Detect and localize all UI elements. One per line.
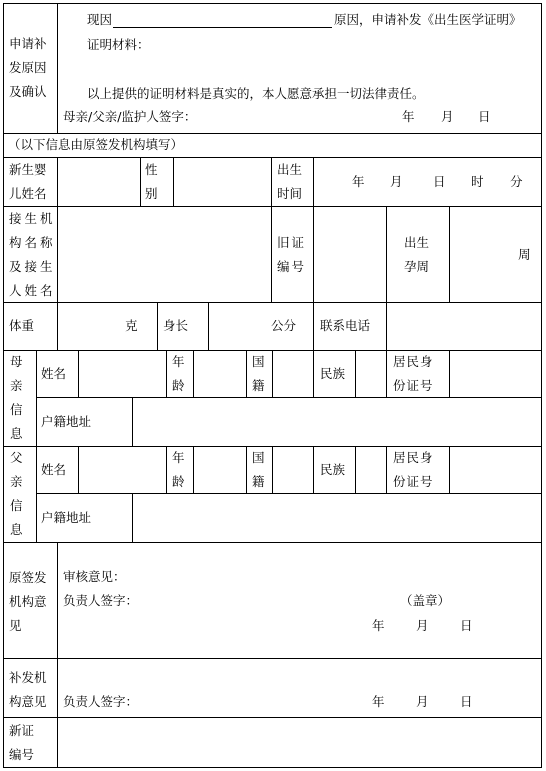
border-left	[3, 3, 4, 768]
mother-ethnicity-label: 民族	[320, 366, 346, 381]
col-divider	[386, 206, 387, 302]
declaration-text: 以上提供的证明材料是真实的，本人愿意承担一切法律责任。	[87, 86, 425, 101]
col-divider	[271, 157, 272, 206]
reason-prefix: 现因	[87, 12, 113, 27]
gender-label: 性别	[145, 162, 158, 201]
mother-name-label: 姓名	[41, 366, 67, 381]
birth-hour-unit: 时	[471, 174, 484, 189]
col-divider	[173, 157, 174, 206]
date-year: 年	[402, 109, 415, 124]
col-divider	[140, 157, 141, 206]
gestation-label: 出生孕周	[404, 235, 430, 274]
birth-year-unit: 年	[352, 174, 365, 189]
row-divider	[3, 542, 542, 543]
col-divider	[132, 397, 133, 446]
info-note: （以下信息由原签发机构填写）	[8, 137, 184, 152]
height-label: 身长	[163, 318, 189, 333]
col-divider	[449, 446, 450, 493]
review-opinion-label: 审核意见：	[63, 569, 126, 584]
seal-label: （盖章）	[400, 593, 451, 608]
col-divider	[272, 350, 273, 397]
col-divider	[57, 542, 58, 768]
guardian-signature-label: 母亲/父亲/监护人签字：	[63, 109, 197, 124]
reissue-signer-label: 负责人签字：	[63, 694, 139, 709]
col-divider	[36, 350, 37, 542]
col-divider	[57, 3, 58, 133]
original-org-label: 原签发机构意见	[9, 570, 47, 633]
date-month: 月	[441, 109, 454, 124]
reason-suffix: 原因，申请补发《出生医学证明》	[334, 12, 522, 27]
father-age-label: 年龄	[172, 450, 185, 489]
original-date-month: 月	[416, 618, 429, 633]
col-divider	[208, 302, 209, 350]
border-right	[541, 3, 542, 768]
col-divider	[166, 350, 167, 397]
mother-household-label: 户籍地址	[41, 414, 92, 429]
original-signer-label: 负责人签字：	[63, 593, 139, 608]
col-divider	[193, 350, 194, 397]
col-divider	[246, 446, 247, 493]
height-unit: 公分	[271, 318, 297, 333]
col-divider	[78, 350, 79, 397]
original-date-year: 年	[372, 618, 385, 633]
weight-unit: 克	[125, 318, 138, 333]
phone-label: 联系电话	[320, 318, 371, 333]
col-divider	[246, 350, 247, 397]
row-divider	[3, 658, 542, 659]
reissue-date-year: 年	[372, 694, 385, 709]
border-top	[3, 3, 542, 4]
row-divider	[3, 302, 542, 303]
materials-label: 证明材料：	[87, 37, 150, 52]
birth-time-label: 出生时间	[277, 162, 303, 201]
father-name-label: 姓名	[41, 462, 67, 477]
birth-minute-unit: 分	[510, 174, 523, 189]
col-divider	[157, 302, 158, 350]
request-section-label: 申请补发原因及确认	[9, 36, 47, 99]
col-divider	[57, 157, 58, 206]
row-divider	[36, 397, 542, 398]
col-divider	[78, 446, 79, 493]
institution-label: 接生机构名称及接生人姓名	[9, 211, 56, 298]
row-divider	[3, 206, 542, 207]
col-divider	[386, 302, 387, 350]
date-day: 日	[478, 109, 491, 124]
col-divider	[313, 157, 314, 206]
father-household-label: 户籍地址	[41, 510, 92, 525]
col-divider	[449, 350, 450, 397]
col-divider	[355, 350, 356, 397]
mother-id-label: 居民身份证号	[393, 354, 434, 393]
col-divider	[57, 206, 58, 302]
col-divider	[271, 206, 272, 302]
col-divider	[386, 446, 387, 493]
reissue-date-month: 月	[416, 694, 429, 709]
father-nationality-label: 国籍	[252, 450, 265, 489]
mother-nationality-label: 国籍	[252, 354, 265, 393]
col-divider	[386, 350, 387, 397]
row-divider	[3, 717, 542, 718]
father-section-label: 父亲信息	[10, 450, 23, 537]
reissue-org-label: 补发机构意见	[9, 670, 47, 709]
original-date-day: 日	[460, 618, 473, 633]
baby-name-label: 新生婴儿姓名	[9, 162, 47, 201]
col-divider	[313, 206, 314, 302]
old-cert-label: 旧证编号	[277, 235, 307, 274]
col-divider	[57, 302, 58, 350]
new-cert-label: 新证编号	[9, 723, 35, 762]
border-bottom	[3, 767, 542, 768]
col-divider	[313, 446, 314, 493]
col-divider	[193, 446, 194, 493]
weight-label: 体重	[9, 318, 35, 333]
gestation-unit: 周	[518, 247, 531, 262]
father-id-label: 居民身份证号	[393, 450, 434, 489]
row-divider	[36, 493, 542, 494]
mother-age-label: 年龄	[172, 354, 185, 393]
col-divider	[272, 446, 273, 493]
row-divider	[3, 157, 542, 158]
father-ethnicity-label: 民族	[320, 462, 346, 477]
birth-month-unit: 月	[390, 174, 403, 189]
col-divider	[166, 446, 167, 493]
col-divider	[132, 493, 133, 542]
col-divider	[313, 350, 314, 397]
col-divider	[355, 446, 356, 493]
reissue-date-day: 日	[460, 694, 473, 709]
col-divider	[449, 206, 450, 302]
mother-section-label: 母亲信息	[10, 354, 23, 441]
reason-input-line[interactable]	[113, 27, 332, 28]
col-divider	[313, 302, 314, 350]
birth-day-unit: 日	[433, 174, 446, 189]
